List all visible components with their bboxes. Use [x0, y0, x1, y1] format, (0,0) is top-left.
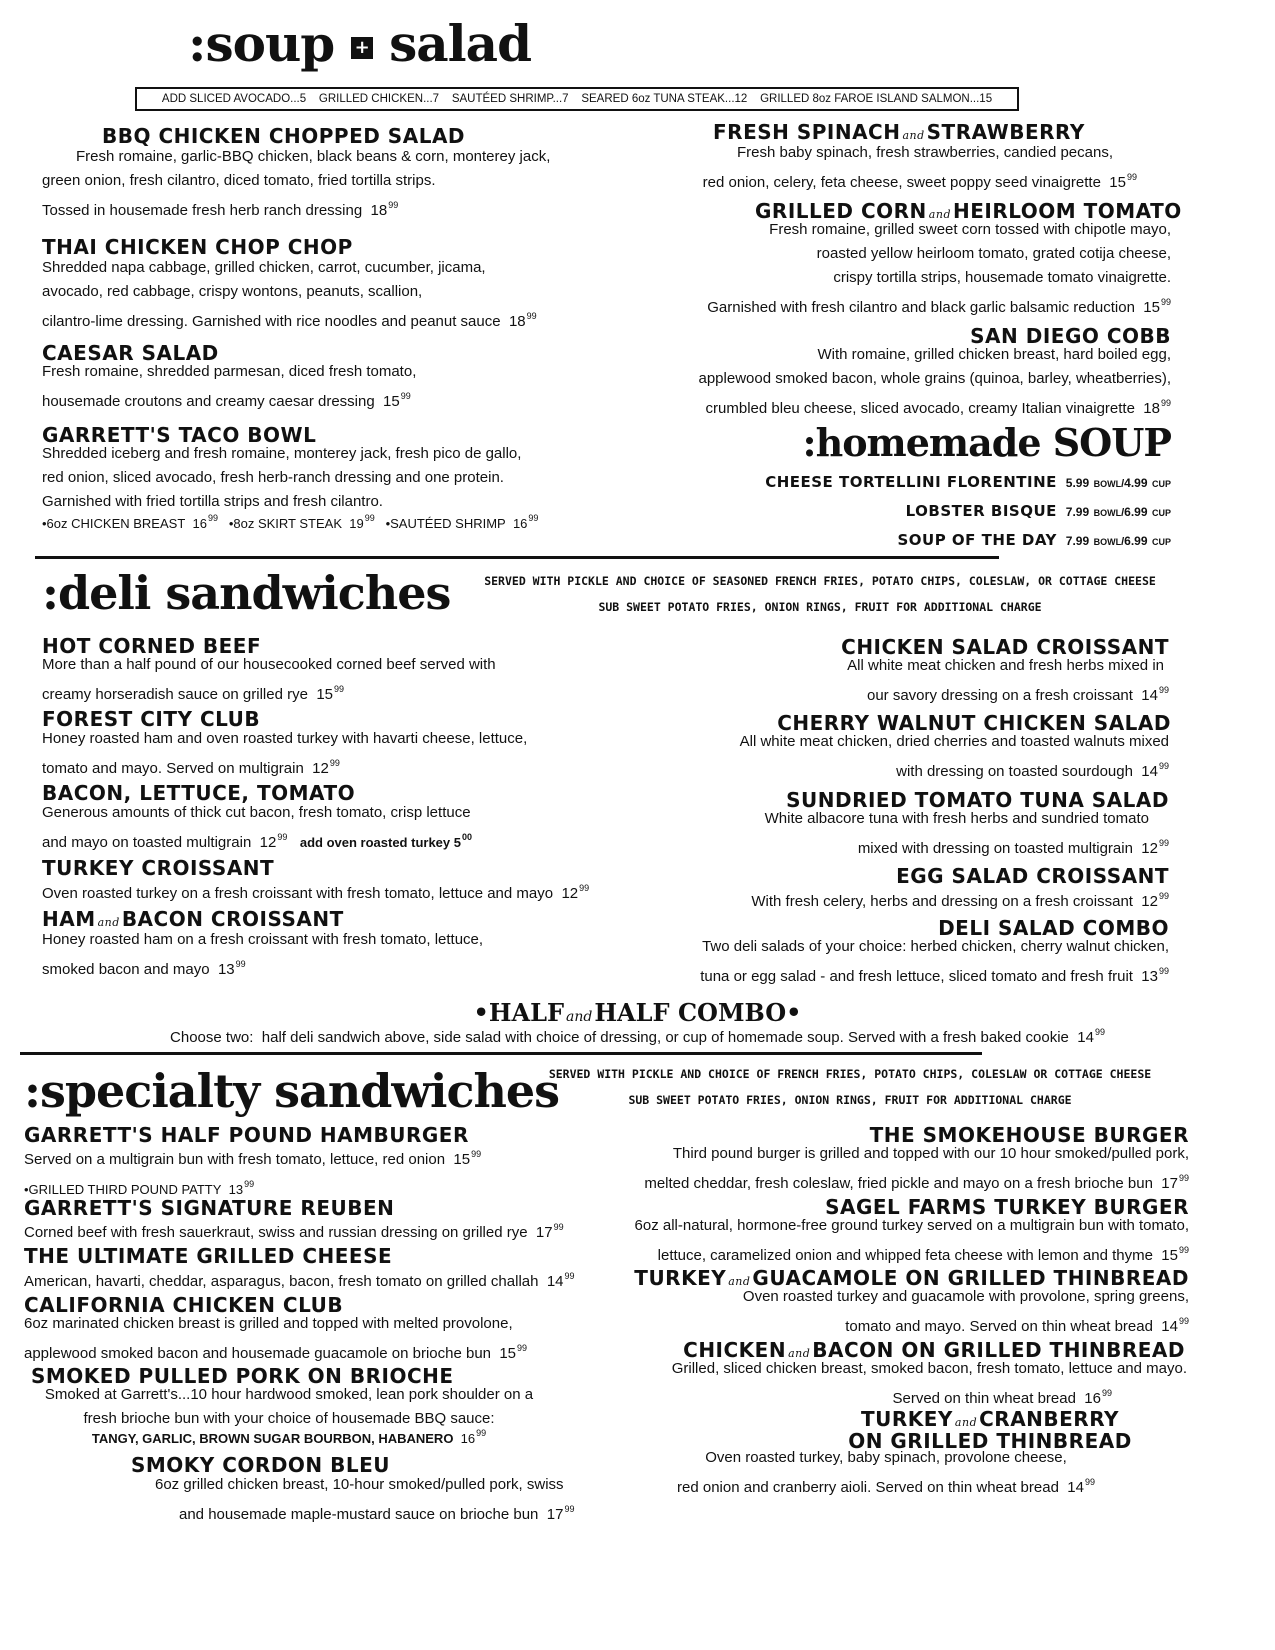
deli-note: SERVED WITH PICKLE AND CHOICE OF SEASONED FRENCH FRIES, POTATO CHIPS, COLESLAW, OR COTTAGE CHEESE	[484, 574, 1156, 588]
addons-box	[135, 87, 1019, 111]
item-desc: White albacore tuna with fresh herbs and sundried tomato mixed with dressing on toasted multigrain $12^{99}$	[764, 810, 1169, 857]
item-desc: With fresh celery, herbs and dressing on a fresh croissant $12^{99}$	[751, 891, 1169, 910]
bbq-sauces: TANGY, GARLIC, BROWN SUGAR BOURBON, HABANERO $16^{99}$	[91, 1428, 487, 1446]
section-title-homemade-soup: :homemade SOUP	[802, 420, 1171, 465]
item-title: THAI CHICKEN CHOP CHOP	[42, 235, 353, 259]
item-title: GARRETT'S HALF POUND HAMBURGER	[24, 1123, 469, 1147]
item-desc: Honey roasted ham and oven roasted turkey with havarti cheese, lettuce, tomato and mayo. Served on multigrain $12^{99}$	[42, 730, 528, 777]
item-title: FOREST CITY CLUB	[42, 707, 261, 731]
soup-row: SOUP OF THE DAY 7.99 BOWL/6.99 CUP	[897, 531, 1171, 549]
item-title: EGG SALAD CROISSANT	[896, 864, 1169, 888]
item-title: TURKEY CROISSANT	[42, 856, 275, 880]
item-title: SAGEL FARMS TURKEY BURGER	[825, 1195, 1189, 1219]
item-title: CHICKEN and BACON ON GRILLED THINBREAD	[683, 1338, 1185, 1362]
item-title: HOT CORNED BEEF	[42, 634, 262, 658]
item-desc: Smoked at Garrett's...10 hour hardwood smoked, lean pork shoulder on a fresh brioche bun with your choice of housemade BBQ sauce:	[44, 1386, 534, 1427]
item-desc: Oven roasted turkey on a fresh croissant with fresh tomato, lettuce and mayo $12^{99}$	[42, 883, 590, 902]
item-title: GRILLED CORN and HEIRLOOM TOMATO	[755, 199, 1182, 223]
item-title: SMOKED PULLED PORK ON BRIOCHE	[31, 1364, 454, 1388]
item-desc: Generous amounts of thick cut bacon, fresh tomato, crisp lettuce and mayo on toasted multigrain $12^{99}$ add oven roasted turkey $5^{00}$	[42, 804, 472, 851]
soup-row: CHEESE TORTELLINI FLORENTINE 5.99 BOWL/4.99 CUP	[765, 473, 1171, 491]
item-desc: Third pound burger is grilled and topped with our 10 hour smoked/pulled pork, melted cheddar, fresh coleslaw, fried pickle and mayo on a fresh brioche bun $17^{99}$	[644, 1145, 1189, 1192]
item-title: TURKEY and CRANBERRY ON GRILLED THINBREAD	[848, 1407, 1132, 1453]
item-title: SAN DIEGO COBB	[970, 324, 1171, 348]
price: 15	[383, 393, 400, 410]
item-desc: Fresh romaine, garlic-BBQ chicken, black beans & corn, monterey jack, green onion, fresh cilantro, diced tomato, fried tortilla strips. Tossed in housemade fresh herb ranch dressing $18^{99}$	[42, 148, 551, 219]
specialty-note: SERVED WITH PICKLE AND CHOICE OF FRENCH FRIES, POTATO CHIPS, COLESLAW OR COTTAGE CHEESE	[548, 1067, 1152, 1081]
item-desc: 6oz all-natural, hormone-free ground turkey served on a multigrain bun with tomato, lettuce, caramelized onion and whipped feta cheese with lemon and thyme $15^{99}$	[634, 1217, 1189, 1264]
item-desc: 6oz grilled chicken breast, 10-hour smoked/pulled pork, swiss and housemade maple-mustard sauce on brioche bun $17^{99}$	[155, 1476, 575, 1523]
item-title: CAESAR SALAD	[42, 341, 219, 365]
item-desc: Shredded iceberg and fresh romaine, monterey jack, fresh pico de gallo, red onion, sliced avocado, fresh herb-ranch dressing and one protein. Garnished with fried tortilla strips and fresh cilantro.	[42, 445, 522, 510]
section-title-specialty: :specialty sandwiches	[24, 1064, 560, 1118]
item-desc: All white meat chicken and fresh herbs mixed in our savory dressing on a fresh croissant $14^{99}$	[847, 657, 1169, 704]
item-title: BACON, LETTUCE, TOMATO	[42, 781, 356, 805]
item-title: CHERRY WALNUT CHICKEN SALAD	[777, 711, 1171, 735]
item-desc: 6oz marinated chicken breast is grilled and topped with melted provolone, applewood smoked bacon and housemade guacamole on brioche bun $15^{99}$	[24, 1315, 528, 1362]
item-desc: American, havarti, cheddar, asparagus, bacon, fresh tomato on grilled challah $14^{99}$	[24, 1271, 575, 1290]
item-desc: Two deli salads of your choice: herbed chicken, cherry walnut chicken, tuna or egg salad - and fresh lettuce, sliced tomato and fresh fruit $13^{99}$	[700, 938, 1169, 985]
item-title: THE SMOKEHOUSE BURGER	[869, 1123, 1189, 1147]
section-title-deli: :deli sandwiches	[42, 566, 451, 620]
item-title: TURKEY and GUACAMOLE ON GRILLED THINBREAD	[634, 1266, 1189, 1290]
item-desc: Honey roasted ham on a fresh croissant with fresh tomato, lettuce, smoked bacon and mayo $13^{99}$	[42, 931, 484, 978]
item-title: GARRETT'S SIGNATURE REUBEN	[24, 1196, 395, 1220]
divider	[20, 1052, 982, 1055]
soup-row: LOBSTER BISQUE 7.99 BOWL/6.99 CUP	[905, 502, 1171, 520]
item-title: BBQ CHICKEN CHOPPED SALAD	[102, 124, 466, 148]
taco-options: •6oz CHICKEN BREAST $16^{99}$ •8oz SKIRT STEAK $19^{99}$ •SAUTÉED SHRIMP $16^{99}$	[42, 513, 539, 531]
item-desc: Oven roasted turkey, baby spinach, provolone cheese, red onion and cranberry aioli. Served on thin wheat bread $14^{99}$	[677, 1449, 1095, 1496]
deli-note: SUB SWEET POTATO FRIES, ONION RINGS, FRUIT FOR ADDITIONAL CHARGE	[598, 600, 1042, 614]
price: 18	[370, 202, 388, 219]
item-desc: Fresh baby spinach, fresh strawberries, candied pecans, red onion, celery, feta cheese, sweet poppy seed vinaigrette $15^{99}$	[702, 144, 1137, 191]
item-title: CHICKEN SALAD CROISSANT	[841, 635, 1169, 659]
price: 15	[1143, 299, 1160, 316]
item-title: CALIFORNIA CHICKEN CLUB	[24, 1293, 344, 1317]
plus-icon: +	[351, 37, 373, 59]
price: 15	[1109, 174, 1126, 191]
item-desc: More than a half pound of our housecooked corned beef served with creamy horseradish sauce on grilled rye $15^{99}$	[42, 656, 496, 703]
price: 18	[1143, 400, 1160, 417]
item-desc: Corned beef with fresh sauerkraut, swiss and russian dressing on grilled rye $17^{99}$	[24, 1222, 564, 1241]
item-desc: With romaine, grilled chicken breast, hard boiled egg, applewood smoked bacon, whole grains (quinoa, barley, wheatberries), crumbled bleu cheese, sliced avocado, creamy Italian vinaigrette $18^{99}$	[698, 346, 1171, 417]
price: 18	[508, 313, 526, 330]
item-desc: Oven roasted turkey and guacamole with provolone, spring greens, tomato and mayo. Served on thin wheat bread $14^{99}$	[742, 1288, 1189, 1335]
item-desc: Grilled, sliced chicken breast, smoked bacon, fresh tomato, lettuce and mayo. Served on thin wheat bread $16^{99}$	[671, 1360, 1187, 1407]
and-script: and	[902, 129, 925, 142]
combo-desc: Choose two: half deli sandwich above, side salad with choice of dressing, or cup of homemade soup. Served with a fresh baked cookie $14^{99}$	[170, 1027, 1105, 1046]
item-title: DELI SALAD COMBO	[938, 916, 1169, 940]
combo-title: •HALF andHALF COMBO•	[473, 998, 802, 1027]
section-title-soup-salad: :soup + salad	[188, 14, 532, 73]
specialty-note: SUB SWEET POTATO FRIES, ONION RINGS, FRUIT FOR ADDITIONAL CHARGE	[628, 1093, 1072, 1107]
item-desc: All white meat chicken, dried cherries and toasted walnuts mixed with dressing on toasted sourdough $14^{99}$	[739, 733, 1169, 780]
item-desc: Fresh romaine, grilled sweet corn tossed with chipotle mayo, roasted yellow heirloom tomato, grated cotija cheese, crispy tortilla strips, housemade tomato vinaigrette. Garnished with fresh cilantro and black garlic balsamic reduction $15^{99}$	[707, 221, 1171, 316]
item-title: SUNDRIED TOMATO TUNA SALAD	[786, 788, 1169, 812]
item-title: GARRETT'S TACO BOWL	[42, 423, 317, 447]
item-desc: Served on a multigrain bun with fresh tomato, lettuce, red onion $15^{99}$ •GRILLED THIRD POUND PATTY $13^{99}$	[24, 1149, 482, 1197]
item-desc: Shredded napa cabbage, grilled chicken, carrot, cucumber, jicama, avocado, red cabbage, crispy wontons, peanuts, scallion, cilantro-lime dressing. Garnished with rice noodles and peanut sauce $18^{99}$	[42, 259, 537, 330]
item-desc: Fresh romaine, shredded parmesan, diced fresh tomato, housemade croutons and creamy caesar dressing $15^{99}$	[42, 363, 417, 410]
soup-list	[765, 469, 1171, 556]
item-title: THE ULTIMATE GRILLED CHEESE	[24, 1244, 393, 1268]
divider	[35, 556, 999, 559]
item-title: FRESH SPINACH and STRAWBERRY	[713, 120, 1085, 144]
item-title: SMOKY CORDON BLEU	[131, 1453, 391, 1477]
item-title: HAM and BACON CROISSANT	[42, 907, 344, 931]
addons-text: ADD SLICED AVOCADO...5 GRILLED CHICKEN...7 SAUTÉED SHRIMP...7 SEARED 6oz TUNA STEAK...12 GRILLED 8oz FAROE ISLAND SALMON...15	[161, 93, 993, 105]
